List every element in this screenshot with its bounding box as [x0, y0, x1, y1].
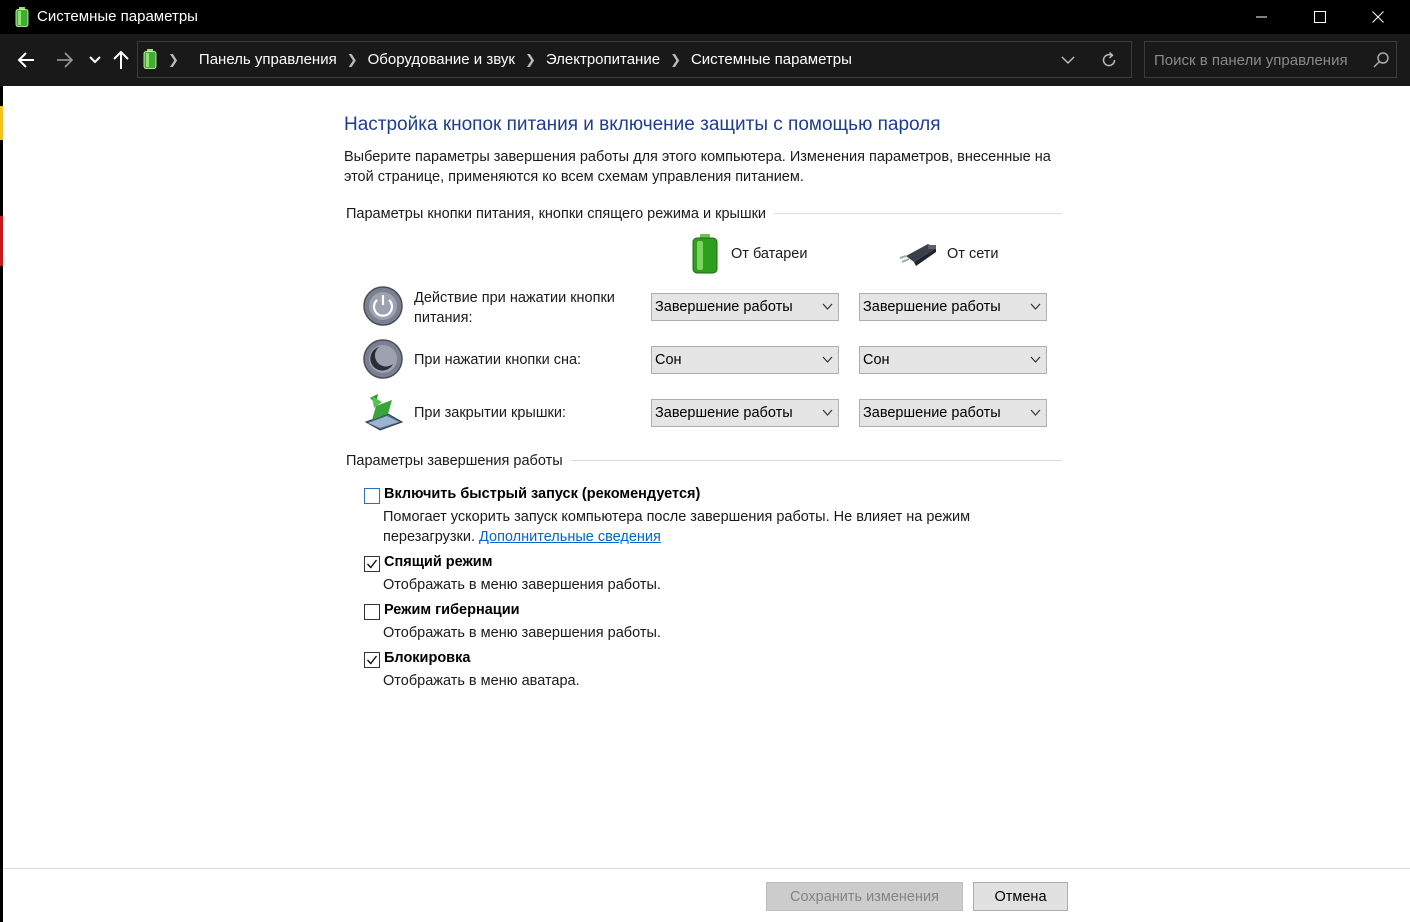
main-content: [3, 86, 1410, 922]
column-battery: От батареи: [731, 246, 808, 262]
power-button-ac-select[interactable]: [859, 293, 1047, 321]
chevron-down-icon: [1030, 303, 1041, 311]
window-title: Системные параметры: [37, 8, 198, 25]
recent-locations-button[interactable]: [86, 48, 104, 72]
fast-startup-description-text: Помогает ускорить запуск компьютера после завершения работы. Не влияет на режим перезагрузки.: [383, 509, 971, 545]
chevron-right-icon: ❯: [670, 51, 681, 67]
breadcrumb-system-settings[interactable]: Системные параметры: [690, 51, 852, 68]
hibernate-description: Отображать в меню завершения работы.: [383, 625, 661, 641]
arrow-right-icon: [56, 52, 74, 68]
sleep-description: Отображать в меню завершения работы.: [383, 577, 661, 593]
title-bar: [0, 0, 1410, 34]
chevron-down-icon[interactable]: [1060, 52, 1076, 68]
chevron-right-icon: ❯: [524, 51, 536, 67]
fast-startup-description: [383, 507, 1023, 547]
laptop-lid-icon: [362, 392, 404, 434]
selected-value: Завершение работы: [863, 299, 1001, 315]
search-box: [1144, 41, 1397, 78]
save-button[interactable]: Сохранить изменения: [766, 882, 963, 911]
hibernate-checkbox[interactable]: [364, 604, 380, 620]
fast-startup-label[interactable]: Включить быстрый запуск (рекомендуется): [384, 486, 701, 502]
battery-icon: [14, 7, 30, 27]
sleep-button-icon: [362, 338, 404, 380]
search-icon[interactable]: [1372, 51, 1390, 69]
sleep-label[interactable]: Спящий режим: [384, 554, 493, 570]
chevron-down-icon: [89, 56, 101, 64]
maximize-icon: [1314, 11, 1326, 23]
lock-label[interactable]: Блокировка: [384, 650, 471, 666]
sleep-checkbox[interactable]: [364, 556, 380, 572]
lid-close-ac-select[interactable]: [859, 399, 1047, 427]
battery-icon: [690, 234, 720, 274]
minimize-button[interactable]: [1233, 0, 1291, 34]
fast-startup-checkbox[interactable]: [364, 488, 380, 504]
chevron-down-icon: [822, 303, 833, 311]
arrow-up-icon: [113, 50, 129, 70]
power-buttons-section-title: Параметры кнопки питания, кнопки спящего режима и крышки: [346, 206, 774, 222]
up-button[interactable]: [109, 48, 133, 72]
selected-value: Сон: [863, 352, 890, 368]
address-bar[interactable]: [137, 41, 1132, 78]
forward-button[interactable]: [53, 48, 77, 72]
shutdown-section-title: Параметры завершения работы: [346, 453, 571, 469]
checkmark-icon: [366, 654, 378, 666]
breadcrumb-power-options[interactable]: Электропитание: [545, 51, 661, 68]
lid-close-battery-select[interactable]: [651, 399, 839, 427]
page-description: Выберите параметры завершения работы для этого компьютера. Изменения параметров, внесенные на этой странице, применяются ко всем схемам управления питанием.: [344, 149, 1051, 185]
hibernate-label[interactable]: Режим гибернации: [384, 602, 520, 618]
lock-checkbox[interactable]: [364, 652, 380, 668]
sleep-button-ac-select[interactable]: [859, 346, 1047, 374]
battery-icon: [143, 49, 157, 69]
selected-value: Завершение работы: [655, 299, 793, 315]
refresh-icon[interactable]: [1100, 51, 1118, 69]
sleep-button-label: При нажатии кнопки сна:: [414, 352, 582, 368]
more-info-link[interactable]: Дополнительные сведения: [479, 529, 661, 545]
selected-value: Завершение работы: [863, 405, 1001, 421]
breadcrumb: [168, 51, 852, 68]
chevron-down-icon: [1030, 356, 1041, 364]
selected-value: Сон: [655, 352, 682, 368]
power-button-battery-select[interactable]: [651, 293, 839, 321]
page-title: Настройка кнопок питания и включение защиты с помощью пароля: [344, 114, 941, 135]
minimize-icon: [1256, 11, 1268, 23]
chevron-right-icon: ❯: [168, 51, 179, 67]
lid-close-label: При закрытии крышки:: [414, 405, 566, 421]
footer-divider: [3, 868, 1410, 869]
lock-description: Отображать в меню аватара.: [383, 673, 580, 689]
navigation-bar: [0, 34, 1410, 86]
chevron-down-icon: [822, 409, 833, 417]
breadcrumb-control-panel[interactable]: Панель управления: [198, 51, 337, 68]
power-button-icon: [362, 285, 404, 327]
arrow-left-icon: [17, 52, 35, 68]
close-button[interactable]: [1349, 0, 1407, 34]
breadcrumb-hardware-sound[interactable]: Оборудование и звук: [367, 51, 515, 68]
chevron-down-icon: [822, 356, 833, 364]
search-input[interactable]: [1154, 50, 1364, 70]
chevron-right-icon: ❯: [346, 51, 358, 67]
power-button-label: Действие при нажатии кнопки питания:: [414, 290, 615, 326]
sleep-button-battery-select[interactable]: [651, 346, 839, 374]
cancel-button[interactable]: Отмена: [973, 882, 1068, 911]
power-plug-icon: [898, 240, 940, 268]
selected-value: Завершение работы: [655, 405, 793, 421]
maximize-button[interactable]: [1291, 0, 1349, 34]
chevron-down-icon: [1030, 409, 1041, 417]
close-icon: [1372, 11, 1384, 23]
back-button[interactable]: [14, 48, 38, 72]
column-ac: От сети: [947, 246, 999, 262]
checkmark-icon: [366, 558, 378, 570]
